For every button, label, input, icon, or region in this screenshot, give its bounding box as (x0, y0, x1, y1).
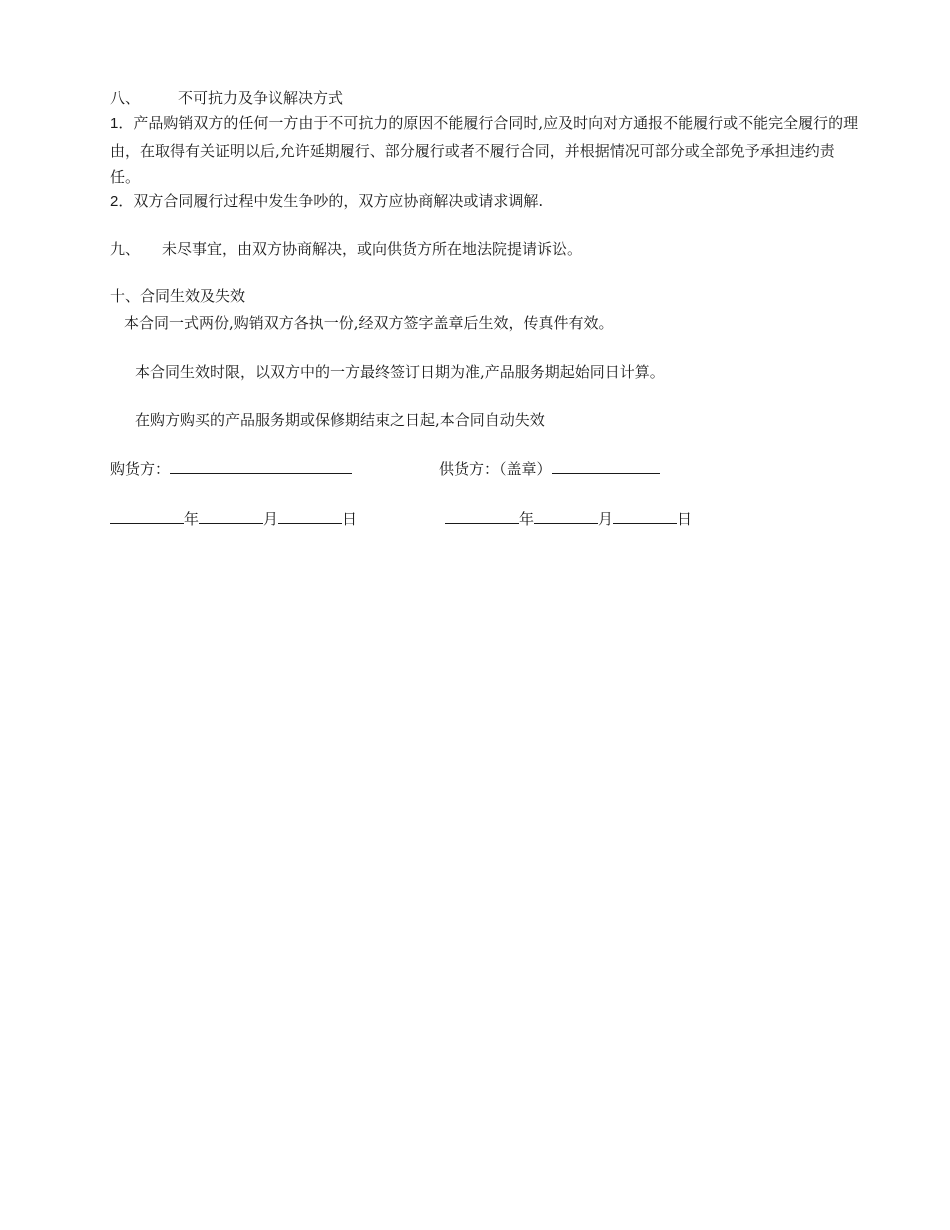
item-1-text: 产品购销双方的任何一方由于不可抗力的原因不能履行合同时,应及时向对方通报不能履行或不能完全履行的理由，在取得有关证明以后,允许延期履行、部分履行或者不履行合同，并根据情况可部分或全部免予承担违约责任。 (110, 114, 859, 186)
supplier-year-label: 年 (519, 510, 535, 528)
buyer-signature-line[interactable] (170, 457, 352, 474)
section-10-paragraph-1: 本合同一式两份,购销双方各执一份,经双方签字盖章后生效，传真件有效。 (124, 314, 614, 332)
buyer-month-label: 月 (263, 510, 279, 528)
section-10-paragraph-3: 在购方购买的产品服务期或保修期结束之日起,本合同自动失效 (135, 411, 545, 429)
section-9-text: 未尽事宜，由双方协商解决，或向供货方所在地法院提请诉讼。 (162, 240, 583, 258)
buyer-day-line[interactable] (278, 507, 342, 524)
section-8-number: 八、 (110, 89, 141, 107)
section-10-heading: 十、合同生效及失效 (110, 287, 246, 305)
supplier-date (445, 507, 692, 531)
buyer-label: 购货方： (110, 460, 171, 478)
section-8-title: 不可抗力及争议解决方式 (178, 89, 344, 107)
item-1-number: 1． (110, 115, 134, 132)
supplier-year-line[interactable] (445, 507, 519, 524)
buyer-year-label: 年 (184, 510, 200, 528)
section-9-heading (110, 237, 582, 261)
date-row (110, 507, 870, 531)
item-2-text: 双方合同履行过程中发生争吵的，双方应协商解决或请求调解. (133, 192, 544, 210)
buyer-month-line[interactable] (199, 507, 263, 524)
section-10-paragraph-2: 本合同生效时限，以双方中的一方最终签订日期为准,产品服务期起始同日计算。 (135, 363, 665, 381)
buyer-signature (110, 457, 352, 481)
section-9-number: 九、 (110, 240, 141, 258)
supplier-month-line[interactable] (534, 507, 598, 524)
buyer-day-label: 日 (342, 510, 358, 528)
section-8-heading (110, 86, 343, 110)
buyer-date (110, 507, 357, 531)
supplier-day-line[interactable] (613, 507, 677, 524)
supplier-month-label: 月 (598, 510, 614, 528)
section-8-item-2 (110, 189, 543, 214)
supplier-signature (439, 457, 660, 481)
section-8-item-1 (110, 110, 860, 191)
supplier-signature-line[interactable] (552, 457, 660, 474)
item-2-number: 2． (110, 193, 134, 210)
supplier-label: 供货方：（盖章） (439, 460, 552, 478)
signature-row (110, 457, 870, 481)
buyer-year-line[interactable] (110, 507, 184, 524)
supplier-day-label: 日 (677, 510, 693, 528)
